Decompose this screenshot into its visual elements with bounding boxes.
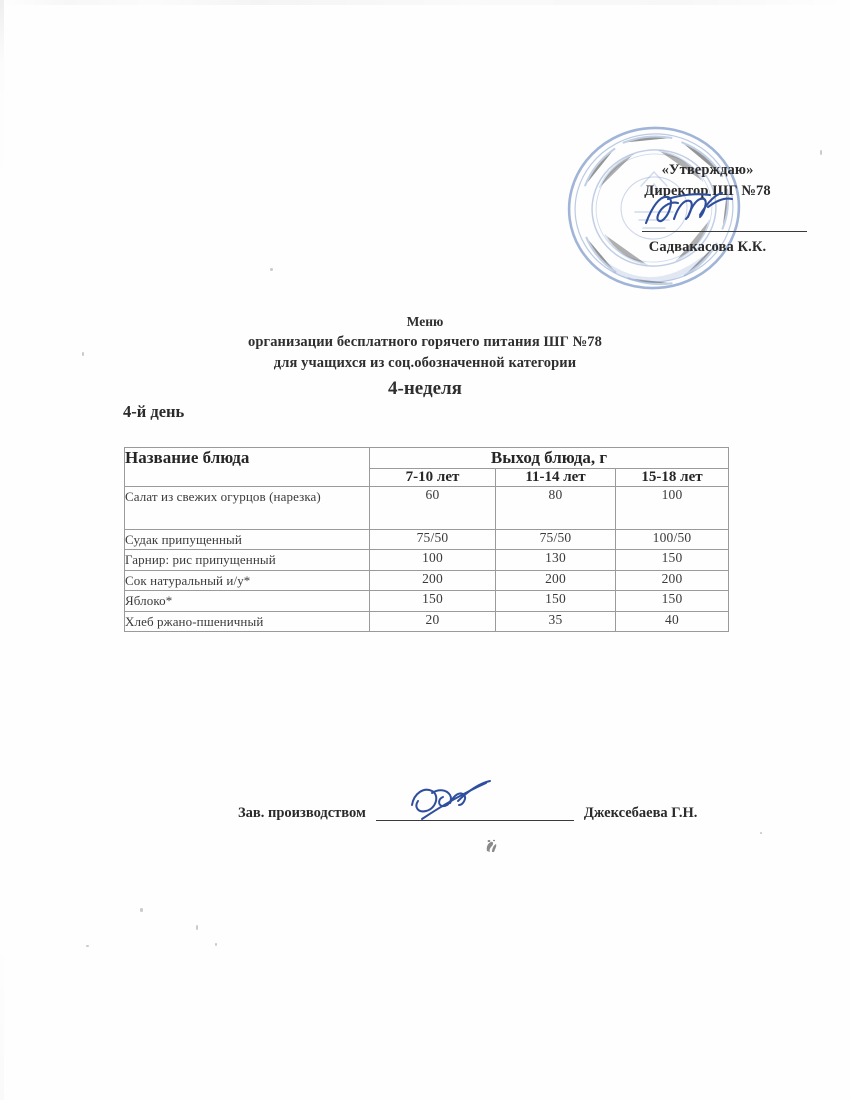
- title-line-organization: организации бесплатного горячего питания ШГ №78: [248, 334, 602, 351]
- approval-position: Директор ШГ №78: [644, 183, 771, 200]
- document-title: [125, 312, 725, 404]
- title-line-category: для учащихся из соц.обозначенной категории: [273, 355, 577, 372]
- cell-value-15-18: 100/50: [616, 529, 729, 550]
- table-row: [125, 529, 729, 550]
- table-body: [125, 487, 729, 632]
- table-row: [125, 591, 729, 612]
- footer-signature-rule: [376, 820, 574, 821]
- cell-dish-name: Хлеб ржано-пшеничный: [125, 611, 370, 632]
- cell-value-7-10: 75/50: [370, 529, 496, 550]
- cell-value-11-14: 150: [496, 591, 616, 612]
- menu-table: [124, 447, 729, 632]
- table-header-row-top: [125, 448, 729, 469]
- title-line-menu: Меню: [406, 314, 444, 329]
- header-age-11-14: 11-14 лет: [496, 469, 616, 487]
- footer-signature-block: [238, 803, 697, 823]
- cell-value-15-18: 40: [616, 611, 729, 632]
- scan-speck: [760, 832, 762, 834]
- cell-dish-name: Салат из свежих огурцов (нарезка): [125, 487, 370, 530]
- handwritten-signature-icon: [398, 779, 518, 825]
- scan-speck: [820, 150, 822, 155]
- table-row: [125, 570, 729, 591]
- table-row: [125, 487, 729, 530]
- scan-speck: [82, 352, 84, 356]
- footer-person-name: Джексебаева Г.Н.: [583, 805, 698, 821]
- cell-value-15-18: 150: [616, 591, 729, 612]
- footer-signature-area: [376, 803, 574, 823]
- cell-value-11-14: 35: [496, 611, 616, 632]
- cell-dish-name: Яблоко*: [125, 591, 370, 612]
- scan-edge-top: [0, 0, 850, 5]
- approval-block: [600, 160, 815, 258]
- cell-value-11-14: 200: [496, 570, 616, 591]
- header-dish-name: Название блюда: [125, 448, 370, 487]
- cell-dish-name: Судак припущенный: [125, 529, 370, 550]
- scan-edge-left: [0, 0, 4, 1100]
- cell-value-11-14: 80: [496, 487, 616, 530]
- scan-speck: [140, 908, 143, 912]
- cell-dish-name: Сок натуральный и/у*: [125, 570, 370, 591]
- day-label: 4-й день: [123, 402, 185, 421]
- scan-speck: [86, 945, 89, 947]
- cell-value-7-10: 60: [370, 487, 496, 530]
- handwritten-signature-icon: [638, 187, 750, 233]
- approval-word: «Утверждаю»: [661, 162, 754, 178]
- scan-speck: [270, 268, 273, 271]
- ink-blot-mark: [484, 838, 498, 854]
- cell-value-11-14: 75/50: [496, 529, 616, 550]
- scan-speck: [196, 925, 198, 930]
- approval-signer-name: Садвакасова К.К.: [648, 239, 767, 256]
- cell-value-15-18: 100: [616, 487, 729, 530]
- cell-value-7-10: 200: [370, 570, 496, 591]
- cell-value-7-10: 20: [370, 611, 496, 632]
- approval-signature-rule: [642, 231, 807, 232]
- header-age-15-18: 15-18 лет: [616, 469, 729, 487]
- cell-value-15-18: 150: [616, 550, 729, 571]
- cell-value-11-14: 130: [496, 550, 616, 571]
- cell-value-7-10: 150: [370, 591, 496, 612]
- cell-dish-name: Гарнир: рис припущенный: [125, 550, 370, 571]
- cell-value-15-18: 200: [616, 570, 729, 591]
- footer-role-label: Зав. производством: [238, 805, 366, 821]
- header-age-7-10: 7-10 лет: [370, 469, 496, 487]
- header-yield-group: Выход блюда, г: [370, 448, 729, 469]
- table-row: [125, 611, 729, 632]
- approval-signature-area: [600, 203, 815, 237]
- table-row: [125, 550, 729, 571]
- title-line-week: 4-неделя: [388, 378, 462, 400]
- scan-speck: [215, 943, 217, 946]
- table-header: [125, 448, 729, 487]
- cell-value-7-10: 100: [370, 550, 496, 571]
